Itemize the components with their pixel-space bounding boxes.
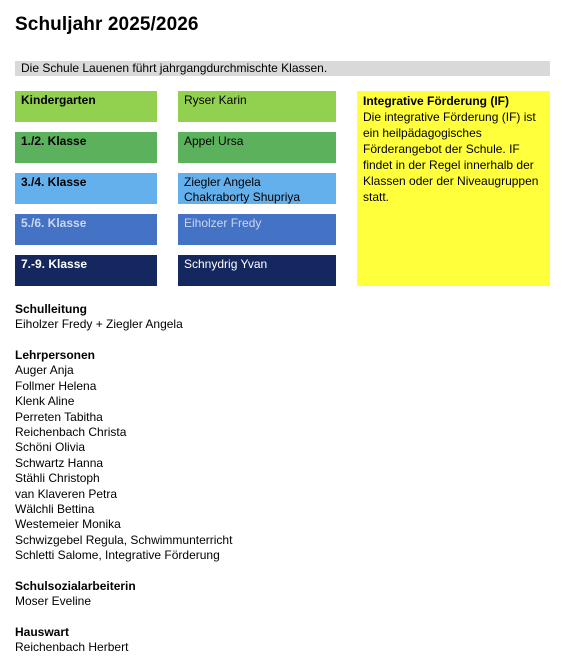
lehrpersonen-section [15, 348, 232, 564]
class-3-4: 3./4. Klasse [15, 173, 157, 204]
if-text: Die integrative Förderung (IF) ist ein heilpädagogisches Förderangebot der Schule. IF findet in der Regel innerhalb der Klassen oder der Niveaugruppen statt. [363, 110, 539, 204]
intro-banner [15, 61, 550, 76]
schulleitung-heading: Schulleitung [15, 302, 87, 316]
lehrperson-item: Schletti Salome, Integrative Förderung [15, 548, 220, 563]
class-kindergarten: Kindergarten [15, 91, 157, 122]
class-5-6: 5./6. Klasse [15, 214, 157, 245]
schulleitung-section [15, 302, 183, 333]
lehrperson-item: van Klaveren Petra [15, 486, 118, 501]
lehrperson-item: Schöni Olivia [15, 440, 86, 455]
lehrperson-item: Schwizgebel Regula, Schwimmunterricht [15, 532, 233, 547]
class-1-2: 1./2. Klasse [15, 132, 157, 163]
lehrperson-item: Schwartz Hanna [15, 455, 104, 470]
hauswart-section [15, 625, 128, 656]
lehrperson-item: Perreten Tabitha [15, 409, 103, 424]
teacher-3-4 [178, 173, 336, 204]
teacher-7-9: Schnydrig Yvan [178, 255, 336, 286]
schulleitung-names: Eiholzer Fredy + Ziegler Angela [15, 317, 183, 332]
if-title: Integrative Förderung (IF) [363, 94, 510, 108]
sozialarbeit-section [15, 579, 136, 610]
hauswart-heading: Hauswart [15, 625, 70, 639]
hauswart-names: Reichenbach Herbert [15, 640, 129, 655]
intro-text: Die Schule Lauenen führt jahrgangdurchmischte Klassen. [21, 61, 328, 75]
sozialarbeit-heading: Schulsozialarbeiterin [15, 579, 136, 593]
lehrperson-item: Reichenbach Christa [15, 425, 127, 440]
lehrperson-item: Auger Anja [15, 363, 74, 378]
lehrperson-item: Westemeier Monika [15, 517, 121, 532]
class-7-9: 7.-9. Klasse [15, 255, 157, 286]
teacher-3-4-second: Chakraborty Shupriya [184, 190, 301, 204]
lehrperson-item: Follmer Helena [15, 378, 97, 393]
lehrperson-item: Stähli Christoph [15, 471, 100, 486]
page-title: Schuljahr 2025/2026 [15, 14, 199, 35]
teacher-kindergarten: Ryser Karin [178, 91, 336, 122]
integrative-foerderung-box [357, 91, 550, 286]
lehrpersonen-heading: Lehrpersonen [15, 348, 96, 362]
teacher-1-2: Appel Ursa [178, 132, 336, 163]
lehrperson-item: Klenk Aline [15, 394, 75, 409]
lehrperson-item: Wälchli Bettina [15, 502, 95, 517]
teacher-3-4-first: Ziegler Angela [184, 175, 261, 189]
teacher-5-6: Eiholzer Fredy [178, 214, 336, 245]
sozialarbeit-names: Moser Eveline [15, 594, 92, 609]
